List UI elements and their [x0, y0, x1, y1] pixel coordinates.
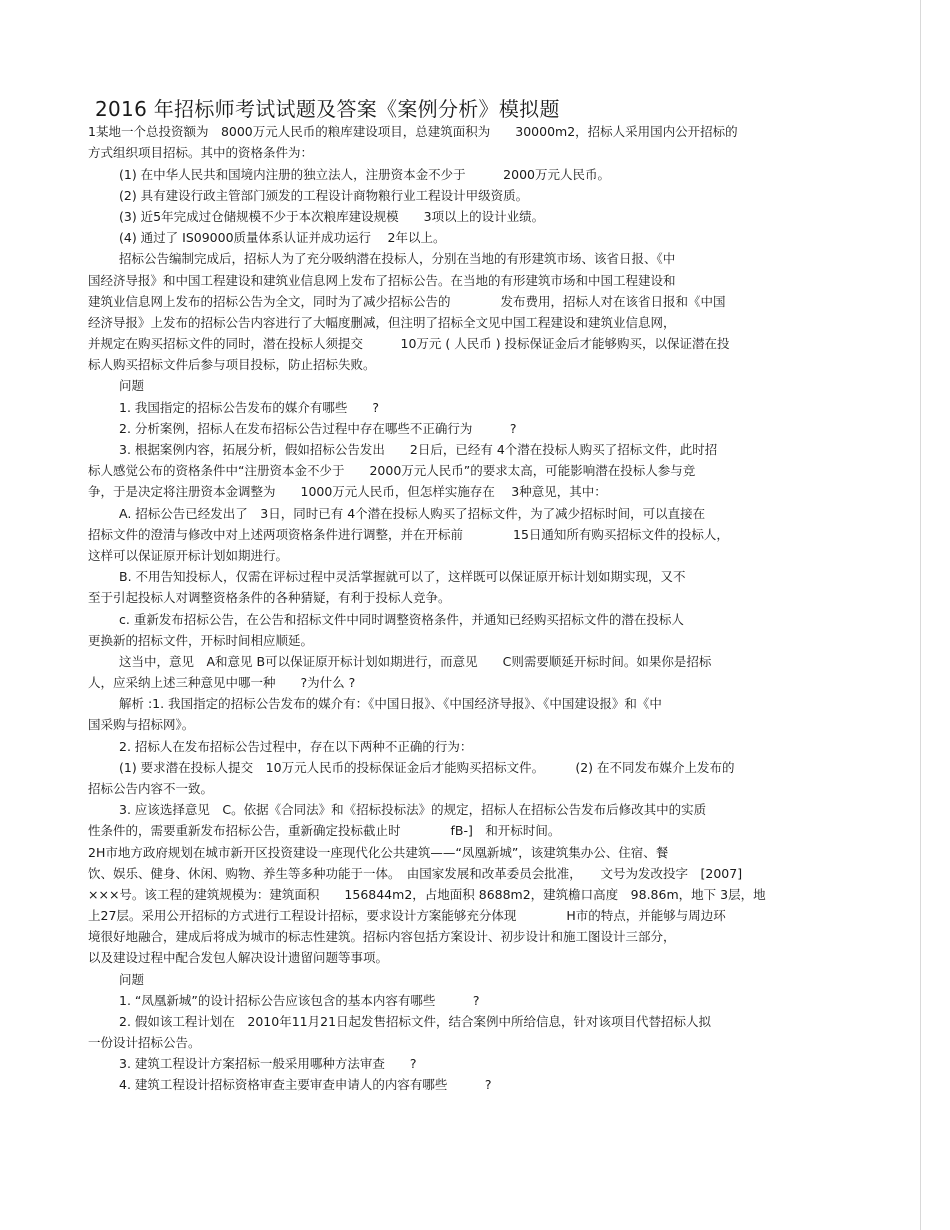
- text-line: 这当中，意见 A和意见 B可以保证原开标计划如期进行，而意见 C则需要顺延开标时间。如果你是招标: [119, 654, 712, 669]
- section-heading-questions: 问题: [119, 378, 145, 393]
- question-line: 2. 假如该工程计划在 2010年11月21日起发售招标文件，结合案例中所给信息，针对该项目代替招标人拟: [119, 1014, 712, 1029]
- text-line: 并规定在购买招标文件的同时，潜在投标人须提交 10万元 ( 人民币 ) 投标保证金后才能够购买，以保证潜在投: [88, 336, 730, 351]
- text-line: ×××号。该工程的建筑规模为：建筑面积 156844m2，占地面积 8688m2，建筑檐口高度 98.86m，地下 3层，地: [88, 887, 766, 902]
- text-line: 这样可以保证原开标计划如期进行。: [88, 548, 289, 563]
- text-line: 方式组织项目招标。其中的资格条件为：: [88, 145, 314, 160]
- text-line: 更换新的招标文件，开标时间相应顺延。: [88, 633, 314, 648]
- question-line: 1. “凤凰新城”的设计招标公告应该包含的基本内容有哪些 ?: [119, 993, 480, 1008]
- text-line: 饮、娱乐、健身、休闲、购物、养生等多种功能于一体。 由国家发展和改革委员会批准， 文号为发改投字 [2007]: [88, 866, 743, 881]
- question-line: 2. 分析案例，招标人在发布招标公告过程中存在哪些不正确行为 ?: [119, 421, 517, 436]
- option-line: c. 重新发布招标公告，在公告和招标文件中同时调整资格条件，并通知已经购买招标文件的潜在投标人: [119, 612, 684, 627]
- text-line: 招标文件的澄清与修改中对上述两项资格条件进行调整，并在开标前 15日通知所有购买招标文件的投标人，: [88, 527, 729, 542]
- text-line: 境很好地融合，建成后将成为城市的标志性建筑。招标内容包括方案设计、初步设计和施工图设计三部分，: [88, 929, 676, 944]
- text-line: 2H市地方政府规划在城市新开区投资建设一座现代化公共建筑——“凤凰新城”，该建筑集办公、住宿、餐: [88, 845, 669, 860]
- answer-line: 解析 :1. 我国指定的招标公告发布的媒介有：《中国日报》、《中国经济导报》、《中国建设报》和《中: [119, 696, 662, 711]
- text-line: 国采购与招标网》。: [88, 717, 195, 732]
- text-line: 上27层。采用公开招标的方式进行工程设计招标，要求设计方案能够充分体现 H市的特点，并能够与周边环: [88, 908, 726, 923]
- answer-line: (1) 要求潜在投标人提交 10万元人民币的投标保证金后才能购买招标文件。 (2) 在不同发布媒介上发布的: [119, 760, 735, 775]
- text-line: 争，于是决定将注册资本金调整为 1000万元人民币，但怎样实施存在 3种意见，其中：: [88, 484, 607, 499]
- answer-line: 2. 招标人在发布招标公告过程中，存在以下两种不正确的行为：: [119, 739, 473, 754]
- text-line: 招标公告内容不一致。: [88, 781, 214, 796]
- text-line: 1某地一个总投资额为 8000万元人民币的粮库建设项目，总建筑面积为 30000m2，招标人采用国内公开招标的: [88, 124, 738, 139]
- text-line: (3) 近5年完成过仓储规模不少于本次粮库建设规模 3项以上的设计业绩。: [119, 209, 545, 224]
- text-line: (4) 通过了 IS09000质量体系认证并成功运行 2年以上。: [119, 230, 446, 245]
- text-line: 招标公告编制完成后，招标人为了充分吸纳潜在投标人，分别在当地的有形建筑市场、该省日报、《中: [119, 251, 676, 266]
- text-line: 国经济导报》和中国工程建设和建筑业信息网上发布了招标公告。在当地的有形建筑市场和中国工程建设和: [88, 273, 676, 288]
- text-line: (1) 在中华人民共和国境内注册的独立法人，注册资本金不少于 2000万元人民币。: [119, 167, 610, 182]
- option-line: A. 招标公告已经发出了 3日，同时已有 4个潜在投标人购买了招标文件，为了减少招标时间，可以直接在: [119, 506, 706, 521]
- section-heading-questions: 问题: [119, 972, 145, 987]
- text-line: 性条件的，需要重新发布招标公告，重新确定投标截止时 fB-] 和开标时间。: [88, 823, 561, 838]
- answer-line: 3. 应该选择意见 C。依据《合同法》和《招标投标法》的规定，招标人在招标公告发布后修改其中的实质: [119, 802, 707, 817]
- page-edge-line: [920, 0, 921, 1230]
- text-line: 标人感觉公布的资格条件中“注册资本金不少于 2000万元人民币”的要求太高，可能影响潜在投标人参与竞: [88, 463, 696, 478]
- question-line: 1. 我国指定的招标公告发布的媒介有哪些 ?: [119, 400, 380, 415]
- text-line: 标人购买招标文件后参与项目投标，防止招标失败。: [88, 357, 376, 372]
- text-line: 一份设计招标公告。: [88, 1035, 201, 1050]
- question-line: 4. 建筑工程设计招标资格审查主要审查申请人的内容有哪些 ?: [119, 1077, 492, 1092]
- text-line: 建筑业信息网上发布的招标公告为全文，同时为了减少招标公告的 发布费用，招标人对在该省日报和《中国: [88, 294, 726, 309]
- question-line: 3. 建筑工程设计方案招标一般采用哪种方法审查 ?: [119, 1056, 417, 1071]
- text-line: (2) 具有建设行政主管部门颁发的工程设计商物粮行业工程设计甲级资质。: [119, 188, 529, 203]
- option-line: B. 不用告知投标人，仅需在评标过程中灵活掌握就可以了，这样既可以保证原开标计划如期实现，又不: [119, 569, 686, 584]
- text-line: 以及建设过程中配合发包人解决设计遗留问题等事项。: [88, 950, 389, 965]
- text-line: 经济导报》上发布的招标公告内容进行了大幅度删减，但注明了招标全文见中国工程建设和建筑业信息网，: [88, 315, 676, 330]
- text-line: 至于引起投标人对调整资格条件的各种猜疑，有利于投标人竞争。: [88, 590, 451, 605]
- text-line: 人，应采纳上述三种意见中哪一种 ?为什么 ?: [88, 675, 356, 690]
- question-line: 3. 根据案例内容，拓展分析，假如招标公告发出 2日后，已经有 4个潜在投标人购买了招标文件，此时招: [119, 442, 718, 457]
- document-title: 2016 年招标师考试试题及答案《案例分析》模拟题: [95, 97, 560, 121]
